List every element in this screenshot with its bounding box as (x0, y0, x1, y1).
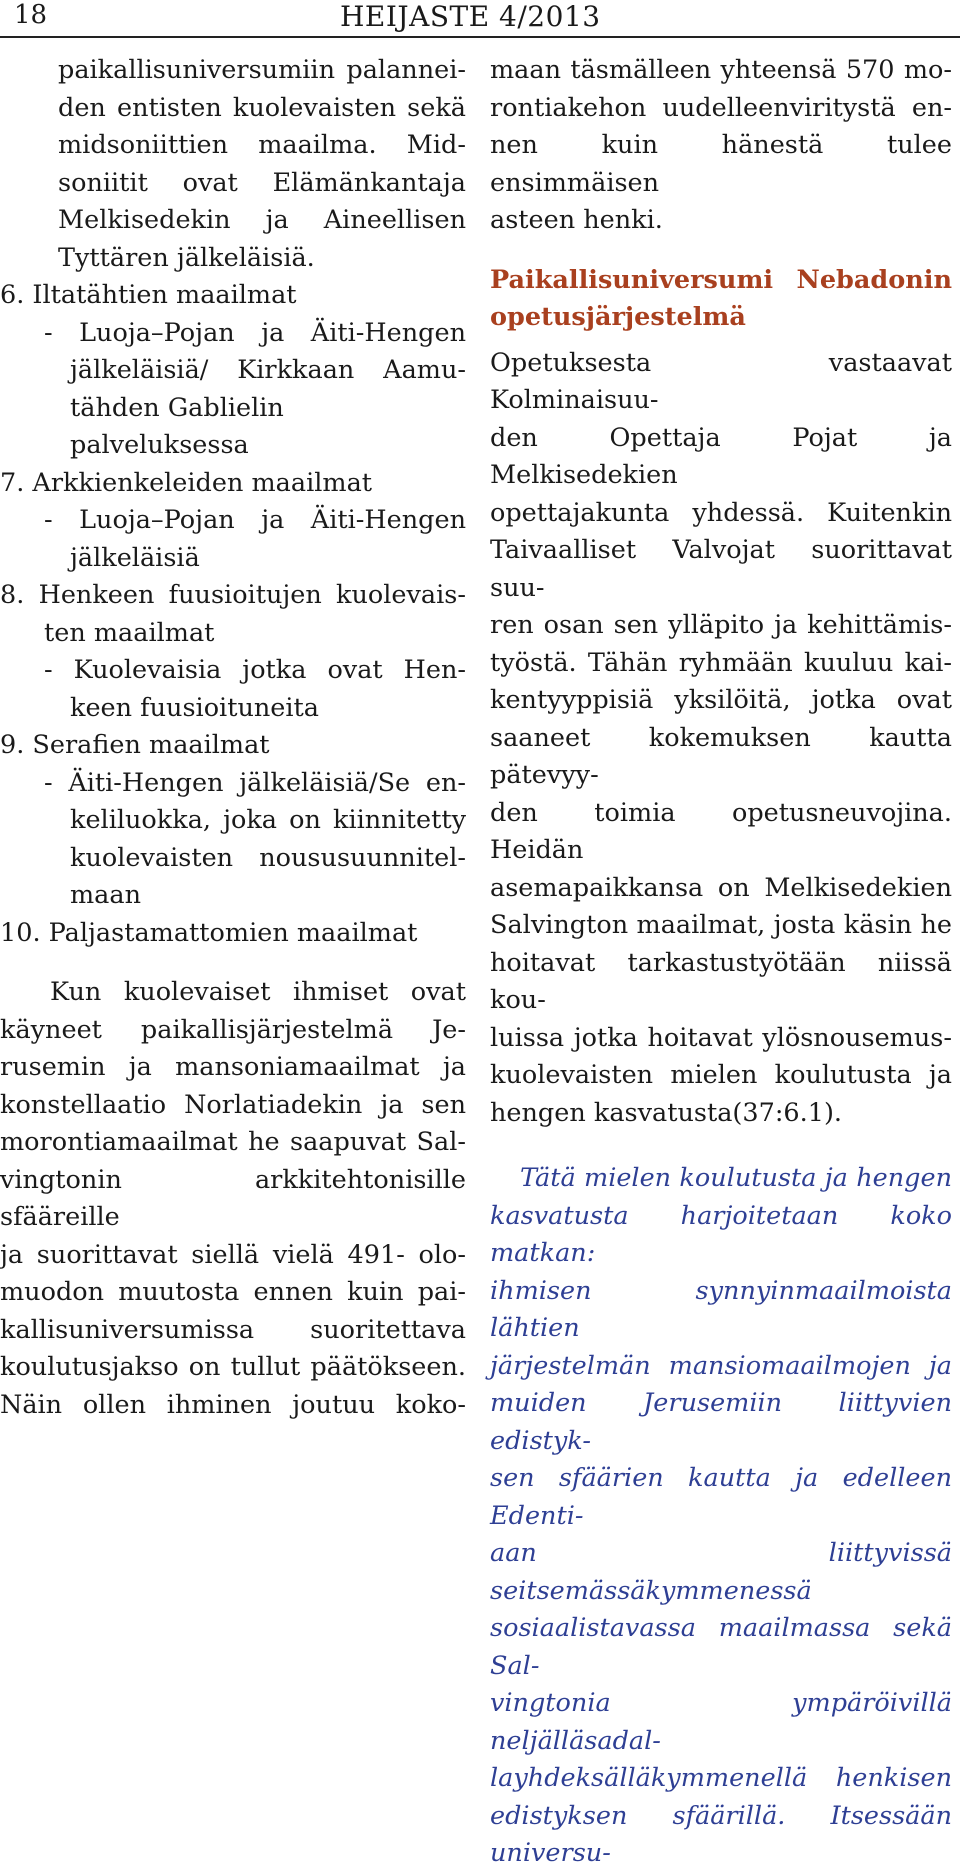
text-line: ja suorittavat siellä vielä 491- olo- (0, 1239, 466, 1270)
intro-text (0, 52, 466, 277)
text-line: kuolevaisten mielen koulutusta ja (490, 1060, 952, 1090)
list-item-sub: tähden Gablielin palveluksessa (70, 392, 284, 460)
text-line: nen kuin hänestä tulee ensimmäisen (490, 130, 952, 198)
text-line: saaneet kokemuksen kautta pätevyy- (490, 722, 952, 790)
text-line: Kun kuolevaiset ihmiset ovat (50, 977, 466, 1007)
text-line: morontiamaailmat he saapuvat Sal- (0, 1127, 466, 1157)
text-line: Näin ollen ihminen joutuu koko- (0, 1389, 466, 1420)
text-line: opettajakunta yhdessä. Kuitenkin (490, 497, 952, 528)
page-header (0, 0, 960, 38)
text-line: ihmisen synnyinmaailmoista lähtien (490, 1275, 952, 1343)
list-item-sub: jälkeläisiä/ Kirkkaan Aamu- (70, 355, 466, 385)
text-line: koulutusjakso on tullut päätökseen. (0, 1352, 466, 1382)
journal-title: HEIJASTE 4/2013 (340, 0, 601, 33)
list-item (0, 577, 466, 727)
text-line: maan täsmälleen yhteensä 570 mo- (490, 55, 952, 85)
text-line: kentyyppisiä yksilöitä, jotka ovat (490, 685, 952, 715)
text-line: sosiaalistavassa maailmassa sekä Sal- (490, 1613, 952, 1681)
list-item-sub: - Kuolevaisia jotka ovat Hen- (44, 655, 466, 685)
list-item-title: 10. Paljastamattomien maailmat (0, 917, 418, 948)
list-item-sub: kuolevaisten noususuunnitel- (70, 842, 466, 873)
text-line: kasvatusta harjoitetaan koko matkan: (490, 1200, 952, 1268)
list-item-title: 7. Arkkienkeleiden maailmat (0, 467, 373, 498)
list-item-sub: keliluokka, joka on kiinnitetty (70, 805, 466, 835)
list-item (0, 915, 466, 953)
list-item-sub: - Luoja–Pojan ja Äiti-Hengen (44, 505, 466, 535)
heading-line: opetusjärjestelmä (490, 302, 746, 332)
continued-paragraph (490, 52, 952, 240)
text-line: asteen henki. (490, 205, 663, 235)
list-item-sub: - Luoja–Pojan ja Äiti-Hengen (44, 317, 466, 348)
italic-paragraph (490, 1160, 952, 1873)
body-paragraph (490, 345, 952, 1133)
text-line: Salvington maailmat, josta käsin he (490, 910, 952, 940)
list-item (0, 277, 466, 465)
text-line: soniitit ovat Elämänkantaja (58, 167, 466, 198)
text-line: asemapaikkansa on Melkisedekien (490, 872, 952, 903)
list-item-title-cont: ten maailmat (44, 617, 215, 648)
body-paragraph (0, 974, 466, 1424)
text-line: Tätä mielen koulutusta ja hengen (520, 1163, 952, 1193)
list-item (0, 727, 466, 915)
text-line: vingtonin arkkitehtonisille sfääreille (0, 1164, 466, 1232)
right-column (490, 52, 952, 1873)
text-line: Tyttären jälkeläisiä. (58, 242, 315, 273)
list-item (0, 465, 466, 578)
text-line: hengen kasvatusta(37:6.1). (490, 1097, 843, 1128)
page-number: 18 (14, 0, 48, 30)
list-item-title: 6. Iltatähtien maailmat (0, 280, 297, 310)
text-line: muodon muutosta ennen kuin pai- (0, 1277, 466, 1307)
text-line: rontiakehon uudelleenviritystä en- (490, 92, 952, 123)
text-line: paikallisuniversumiin palannei- (58, 55, 466, 85)
text-line: muiden Jerusemiin liittyvien edistyk- (490, 1388, 952, 1456)
text-line: den entisten kuolevaisten sekä (58, 92, 466, 123)
text-line: layhdeksälläkymmenellä henkisen (490, 1763, 952, 1793)
header-rule (0, 36, 960, 38)
list-item-sub: - Äiti-Hengen jälkeläisiä/Se en- (44, 767, 466, 798)
section-heading (490, 262, 952, 337)
text-line: sen sfäärien kautta ja edelleen Edenti- (490, 1463, 952, 1531)
text-line: aan liittyvissä seitsemässäkymmenessä (490, 1538, 952, 1606)
text-line: Opetuksesta vastaavat Kolminaisuu- (490, 347, 952, 415)
text-line: ren osan sen ylläpito ja kehittämis- (490, 610, 952, 640)
text-line: Taivaalliset Valvojat suorittavat suu- (490, 535, 952, 603)
text-line: rusemin ja mansoniamaailmat ja (0, 1052, 466, 1082)
list-item-title: 8. Henkeen fuusioitujen kuolevais- (0, 580, 466, 610)
text-line: työstä. Tähän ryhmään kuuluu kai- (490, 647, 952, 678)
list-item-title: 9. Serafien maailmat (0, 730, 270, 760)
text-line: den Opettaja Pojat ja Melkisedekien (490, 422, 952, 490)
text-line: käyneet paikallisjärjestelmä Je- (0, 1014, 466, 1045)
text-line: Melkisedekin ja Aineellisen (58, 205, 466, 235)
text-line: vingtonia ympäröivillä neljälläsadal- (490, 1688, 952, 1756)
list-item-sub: keen fuusioituneita (70, 692, 319, 723)
heading-line: Paikallisuniversumi Nebadonin (490, 264, 952, 295)
text-line: den toimia opetusneuvojina. Heidän (490, 797, 952, 865)
left-column (0, 52, 466, 1424)
text-line: luissa jotka hoitavat ylösnousemus- (490, 1022, 952, 1053)
text-line: järjestelmän mansiomaailmojen ja (490, 1350, 952, 1381)
list-item-sub: jälkeläisiä (70, 542, 200, 573)
text-line: kallisuniversumissa suoritettava (0, 1314, 466, 1345)
worlds-list (0, 277, 466, 952)
text-line: konstellaatio Norlatiadekin ja sen (0, 1089, 466, 1120)
text-line: edistyksen sfäärillä. Itsessään universu- (490, 1800, 952, 1868)
text-line: hoitavat tarkastustyötään niissä kou- (490, 947, 952, 1015)
text-line: midsoniittien maailma. Mid- (58, 130, 466, 160)
list-item-sub: maan (70, 880, 142, 910)
